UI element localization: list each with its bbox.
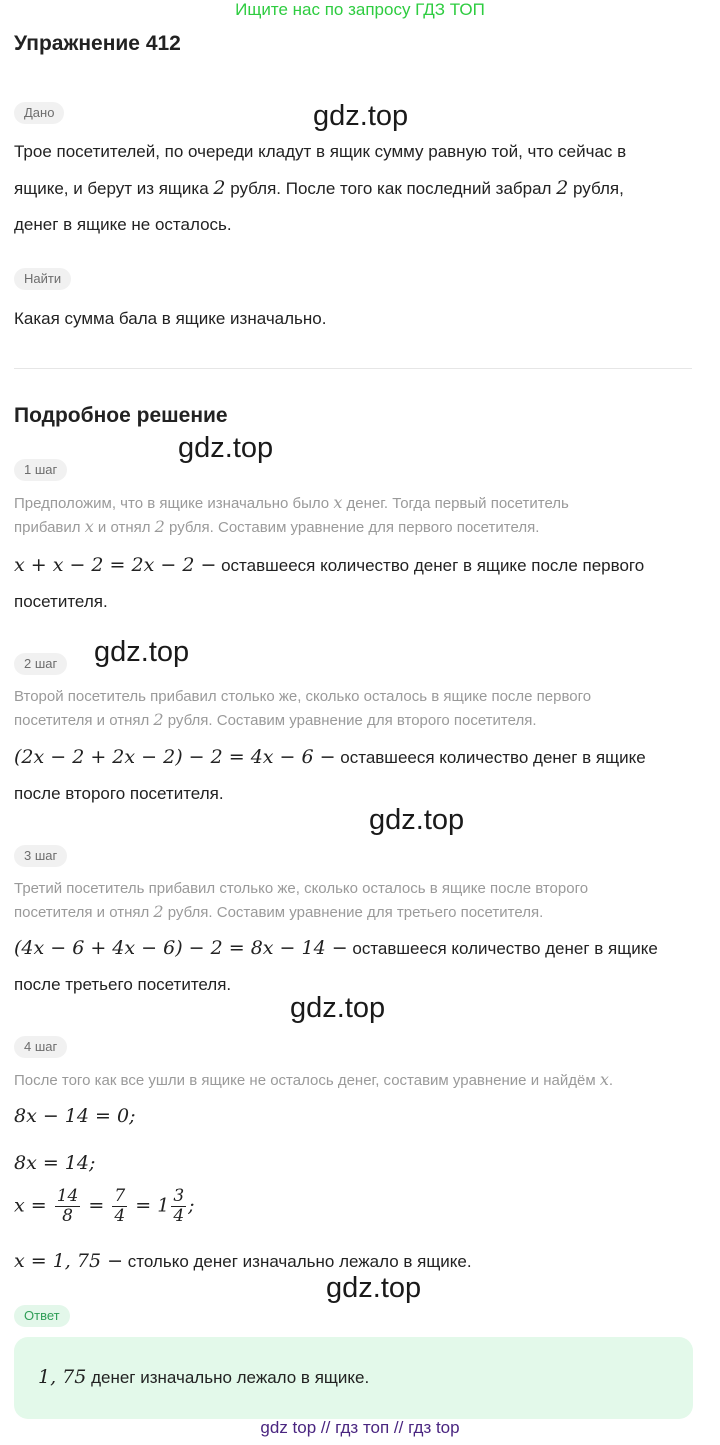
watermark: gdz.top — [313, 100, 409, 132]
watermark: gdz.top — [290, 992, 386, 1024]
step-2-chip: 2 шаг — [14, 653, 67, 675]
watermark: gdz.top — [94, 636, 190, 668]
find-chip: Найти — [14, 268, 71, 290]
step-1-description: Предположим, что в ящике изначально было x денег. Тогда первый посетитель прибавил x и отнял 2 рубля. Составим уравнение для первого посетителя. — [14, 493, 569, 536]
find-text: Какая сумма бала в ящике изначально. — [14, 309, 327, 328]
footer-links[interactable]: gdz top // гдз топ // гдз top — [260, 1418, 460, 1437]
fraction: $\frac{7}{4}$ — [114, 1186, 126, 1226]
divider — [14, 368, 692, 369]
step-4-equation-1: 8x − 14 = 0; — [14, 1105, 136, 1127]
step-3-equation: (4x − 6 + 4x − 6) − 2 = 8x − 14 − оставшееся количество денег в ящике после третьего посетителя. — [14, 937, 658, 994]
watermark: gdz.top — [326, 1272, 422, 1304]
answer-text: 1, 75 денег изначально лежало в ящике. — [38, 1366, 370, 1388]
given-line-2: ящике, и берут из ящика 2 рубля. После того как последний забрал 2 рубля, — [14, 177, 624, 199]
answer-chip: Ответ — [14, 1305, 70, 1327]
step-3-description: Третий посетитель прибавил столько же, сколько осталось в ящике после второго посетителя и отнял 2 рубля. Составим уравнение для третьего посетителя. — [14, 880, 589, 921]
watermark: gdz.top — [369, 804, 465, 836]
search-banner: Ищите нас по запросу ГДЗ ТОП — [235, 0, 485, 19]
fraction: $\frac{3}{4}$ — [173, 1186, 185, 1226]
step-3-chip: 3 шаг — [14, 845, 67, 867]
step-4-chip: 4 шаг — [14, 1036, 67, 1058]
step-4-equation-3: x = $\frac{14}{8}$ = $\frac{7}{4}$ = 1 $\frac{3}{4}$ ; — [14, 1186, 195, 1226]
watermark: gdz.top — [178, 432, 274, 464]
given-line-1: Трое посетителей, по очереди кладут в ящик сумму равную той, что сейчас в — [14, 142, 627, 161]
step-4-description: После того как все ушли в ящике не осталось денег, составим уравнение и найдём x. — [14, 1070, 614, 1089]
step-1-chip: 1 шаг — [14, 459, 67, 481]
fraction: $\frac{14}{8}$ — [56, 1186, 79, 1226]
step-4-final: x = 1, 75 − столько денег изначально лежало в ящике. — [14, 1250, 472, 1272]
step-4-equation-2: 8x = 14; — [14, 1152, 96, 1174]
given-chip: Дано — [14, 102, 64, 124]
step-2-equation: (2x − 2 + 2x − 2) − 2 = 4x − 6 − оставшееся количество денег в ящике после второго посетителя. — [14, 746, 646, 803]
given-line-3: денег в ящике не осталось. — [14, 215, 232, 234]
given-text — [14, 134, 694, 243]
solution-title: Подробное решение — [14, 404, 228, 427]
step-2-description: Второй посетитель прибавил столько же, сколько осталось в ящике после первого посетителя и отнял 2 рубля. Составим уравнение для второго посетителя. — [14, 688, 592, 729]
exercise-title: Упражнение 412 — [14, 32, 181, 55]
step-1-equation: x + x − 2 = 2x − 2 − оставшееся количество денег в ящике после первого посетителя. — [14, 554, 645, 611]
